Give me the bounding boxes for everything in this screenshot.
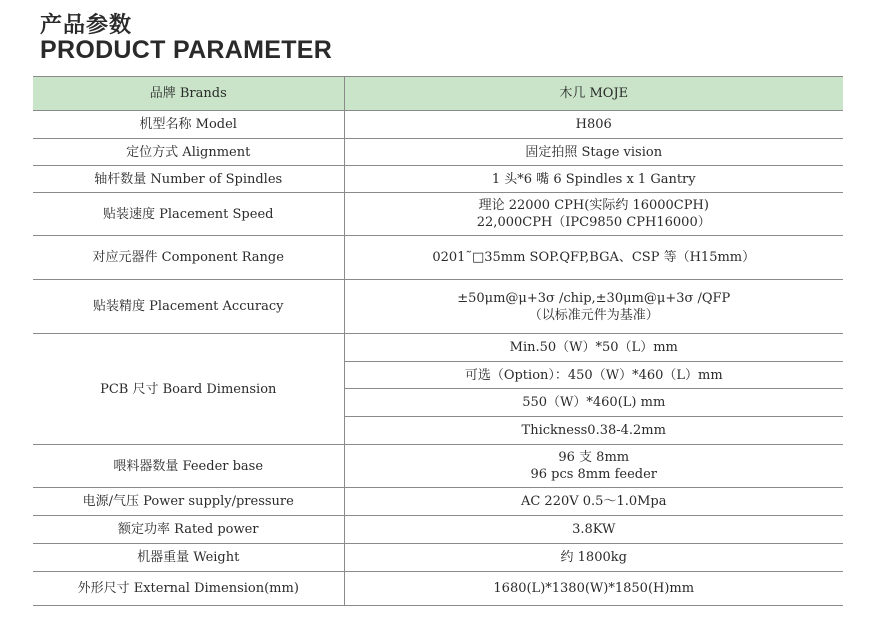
page-title-cn: 产品参数: [40, 13, 133, 38]
row-label: 机器重量 Weight: [33, 544, 344, 572]
table-row: [33, 334, 843, 362]
table-row: [33, 111, 843, 139]
table-row: [33, 516, 843, 544]
row-value: Min.50（W）*50（L）mm: [344, 334, 843, 362]
table-row: [33, 193, 843, 236]
row-value: 3.8KW: [344, 516, 843, 544]
row-value: 约 1800kg: [344, 544, 843, 572]
row-label: 定位方式 Alignment: [33, 139, 344, 166]
row-label: 额定功率 Rated power: [33, 516, 344, 544]
row-value: H806: [344, 111, 843, 139]
value-line: 96 pcs 8mm feeder: [530, 467, 658, 482]
header-label: 品牌 Brands: [33, 77, 344, 111]
row-label: 喂料器数量 Feeder base: [33, 445, 344, 488]
table-row: [33, 445, 843, 488]
value-line: 理论 22000 CPH(实际约 16000CPH): [478, 198, 709, 213]
row-label: 机型名称 Model: [33, 111, 344, 139]
row-value: [344, 280, 843, 334]
table-row: [33, 544, 843, 572]
row-value: [344, 193, 843, 236]
table-header-row: [33, 77, 843, 111]
table-row: [33, 236, 843, 280]
row-label: PCB 尺寸 Board Dimension: [33, 334, 344, 445]
value-line: ±50μm@μ+3σ /chip,±30μm@μ+3σ /QFP: [457, 290, 731, 306]
table-row: [33, 488, 843, 516]
row-label: 对应元器件 Component Range: [33, 236, 344, 280]
value-line: 96 支 8mm: [558, 450, 630, 465]
value-line: 22,000CPH（IPC9850 CPH16000）: [476, 215, 711, 230]
row-value: Thickness0.38-4.2mm: [344, 417, 843, 445]
row-label: 贴装精度 Placement Accuracy: [33, 280, 344, 334]
header-value: 木几 MOJE: [344, 77, 843, 111]
row-label: 外形尺寸 External Dimension(mm): [33, 572, 344, 606]
row-value: 可选（Option）：450（W）*460（L）mm: [344, 362, 843, 389]
row-label: 电源/气压 Power supply/pressure: [33, 488, 344, 516]
table-row: [33, 139, 843, 166]
row-value: AC 220V 0.5～1.0Mpa: [344, 488, 843, 516]
row-value: 0201˜□35mm SOP.QFP,BGA、CSP 等（H15mm）: [344, 236, 843, 280]
row-label: 轴杆数量 Number of Spindles: [33, 166, 344, 193]
page-title-en: PRODUCT PARAMETER: [40, 36, 333, 64]
row-value: [344, 445, 843, 488]
row-value: 1 头*6 嘴 6 Spindles x 1 Gantry: [344, 166, 843, 193]
value-line: （以标准元件为基准）: [528, 307, 659, 323]
table-row: [33, 572, 843, 606]
parameter-table: [33, 76, 843, 606]
row-value: 550（W）*460(L) mm: [344, 389, 843, 417]
row-value: 固定拍照 Stage vision: [344, 139, 843, 166]
table-row: [33, 280, 843, 334]
row-label: 贴装速度 Placement Speed: [33, 193, 344, 236]
row-value: 1680(L)*1380(W)*1850(H)mm: [344, 572, 843, 606]
table-row: [33, 166, 843, 193]
